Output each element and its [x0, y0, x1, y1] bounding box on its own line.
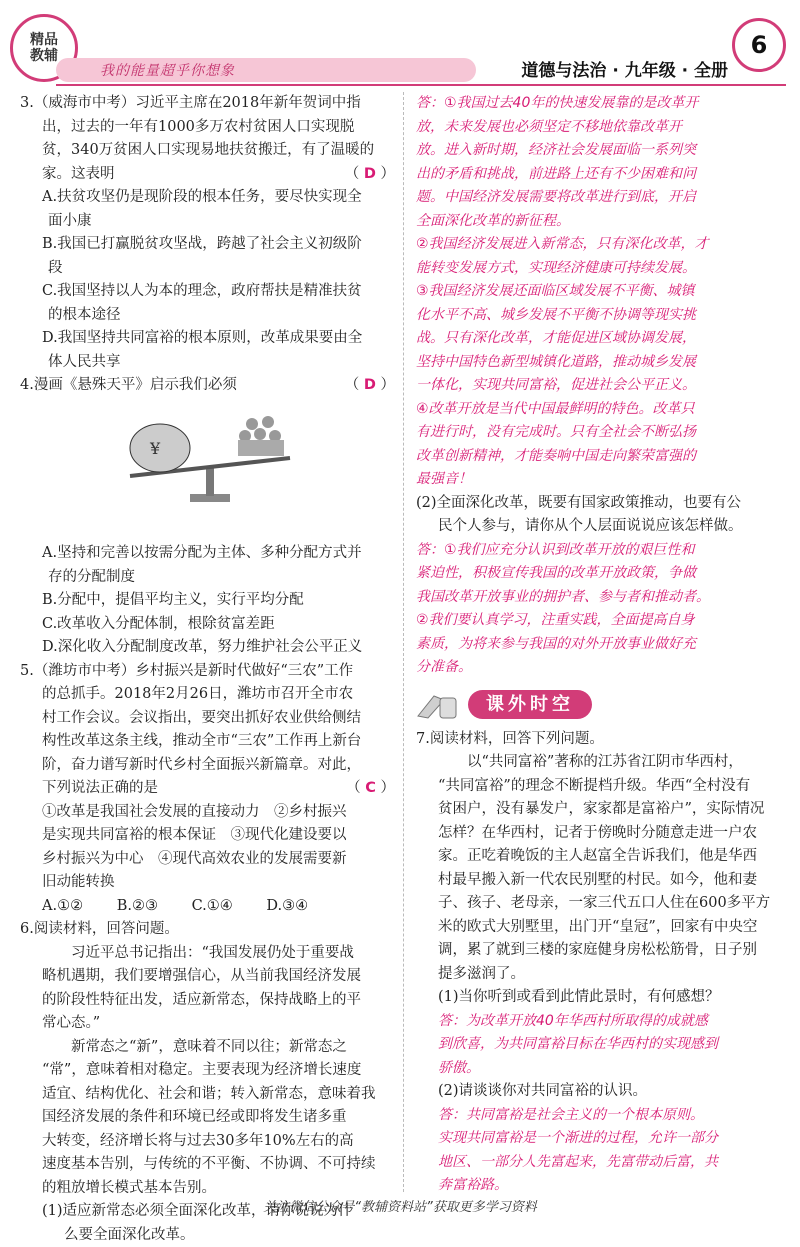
q6-para2: 的粗放增长模式基本告别。 — [20, 1177, 395, 1201]
answer-line: 出的矛盾和挑战，前进路上还有不少困难和问 — [416, 163, 784, 187]
q3-option-a: A.扶贫攻坚仍是现阶段的根本任务，要尽快实现全 — [20, 186, 395, 210]
q7-answer-2 — [416, 1104, 784, 1198]
answer-line: 有进行时，没有完成时。只有全社会不断弘扬 — [416, 421, 784, 445]
page-header — [0, 0, 800, 86]
slogan: 我的能量超乎你想象 — [100, 60, 235, 80]
q6-para2: 国经济发展的条件和环境已经或即将发生诸多重 — [20, 1106, 395, 1130]
answer-line: 紧迫性，积极宣传我国的改革开放政策，争做 — [416, 562, 784, 586]
answer-line: ③我国经济发展还面临区域发展不平衡、城镇 — [416, 280, 784, 304]
q5-choice-d: D.③④ — [266, 898, 308, 914]
answer-line: 一体化，实现共同富裕，促进社会公平正义。 — [416, 374, 784, 398]
logo-line-1: 精品 — [30, 32, 58, 48]
answer-line: ②我们要认真学习，注重实践，全面提高自身 — [416, 609, 784, 633]
q3-line: 3.（威海市中考）习近平主席在2018年新年贺词中指 — [20, 92, 395, 116]
q5-stem-end: 下列说法正确的是 — [42, 780, 158, 796]
answer-line: 实现共同富裕是一个渐进的过程，允许一部分 — [438, 1127, 784, 1151]
q6-sub1-cont: 么要全面深化改革。 — [20, 1224, 395, 1247]
q5-choices — [20, 895, 395, 919]
q6-para1: 略机遇期，我们要增强信心，从当前我国经济发展 — [20, 965, 395, 989]
q6-sub2-cont: 民个人参与，请你从个人层面说说应该怎样做。 — [416, 515, 784, 539]
q3-line: 贫，340万贫困人口实现易地扶贫搬迁，有了温暖的 — [20, 139, 395, 163]
q3-option-c: C.我国坚持以人为本的理念，政府帮扶是精准扶贫 — [20, 280, 395, 304]
answer-line: 我国改革开放事业的拥护者、参与者和推动者。 — [416, 586, 784, 610]
q3-line: 出，过去的一年有1000多万农村贫困人口实现脱 — [20, 116, 395, 140]
q3-option-b: B.我国已打赢脱贫攻坚战，跨越了社会主义初级阶 — [20, 233, 395, 257]
q5-choice-c: C.①④ — [192, 898, 233, 914]
page-number: 6 — [732, 18, 786, 72]
q6-para1: 常心态。” — [20, 1012, 395, 1036]
q3-line-last: 家。这表明 （ D ） — [20, 163, 395, 187]
answer-line: 放，未来发展也必须坚定不移地依靠改革开 — [416, 116, 784, 140]
answer-line: 战。只有深化改革，才能促进区域协调发展， — [416, 327, 784, 351]
q7-para: 贫困户，没有暴发户，家家都是富裕户”，实际情况 — [416, 798, 784, 822]
answer-line: 地区、一部分人先富起来，先富带动后富，共 — [438, 1151, 784, 1175]
q3-answer: D — [364, 166, 376, 182]
q7-para: 家。正吃着晚饭的主人赵富全告诉我们，他是华西 — [416, 845, 784, 869]
q3-option-d: D.我国坚持共同富裕的根本原则，改革成果要由全 — [20, 327, 395, 351]
book-title: 道德与法治 · 九年级 · 全册 — [521, 56, 728, 81]
answer-line: 坚持中国特色新型城镇化道路，推动城乡发展 — [416, 351, 784, 375]
q5-line: 阶，奋力谱写新时代乡村全面振兴新篇章。对此， — [20, 754, 395, 778]
q7-para: 米的欧式大别墅里，出门开“皇冠”，回家有中央空 — [416, 916, 784, 940]
q6-stem: 6.阅读材料，回答问题。 — [20, 918, 395, 942]
section-header — [416, 690, 784, 720]
answer-line: 答：为改革开放40年华西村所取得的成就感 — [438, 1010, 784, 1034]
answer-line: 骄傲。 — [438, 1057, 784, 1081]
q5-line: 5.（潍坊市中考）乡村振兴是新时代做好“三农”工作 — [20, 660, 395, 684]
q4-option-c: C.改革收入分配体制，根除贫富差距 — [20, 613, 395, 637]
q3-option-c-cont: 的根本途径 — [20, 304, 395, 328]
q6-para2: 速度基本告别，与传统的不平衡、不协调、不可持续 — [20, 1153, 395, 1177]
q6-para2: 新常态之“新”，意味着不同以往；新常态之 — [20, 1036, 395, 1060]
q7-para: “共同富裕”的理念不断提档升级。华西“全村没有 — [416, 775, 784, 799]
answer-line: 化水平不高、城乡发展不平衡不协调等现实挑 — [416, 304, 784, 328]
q3-option-a-cont: 面小康 — [20, 210, 395, 234]
scale-cartoon-image — [120, 406, 300, 526]
q3-option-b-cont: 段 — [20, 257, 395, 281]
logo-line-2: 教辅 — [30, 48, 58, 64]
answer-line: 答：①我们应充分认识到改革开放的艰巨性和 — [416, 539, 784, 563]
q6-answer-1 — [416, 92, 784, 492]
answer-line: 改革创新精神，才能奏响中国走向繁荣富强的 — [416, 445, 784, 469]
q5-statement: 是实现共同富裕的根本保证 ③现代化建设要以 — [20, 824, 395, 848]
q5-statement: 乡村振兴为中心 ④现代高效农业的发展需要新 — [20, 848, 395, 872]
section-title: 课外时空 — [468, 690, 592, 720]
question-3 — [20, 92, 395, 374]
q6-para1: 的阶段性特征出发，适应新常态，保持战略上的平 — [20, 989, 395, 1013]
q4-answer: D — [364, 377, 376, 393]
q6-sub1: (1)适应新常态必须全面深化改革，请你说说为什 — [20, 1200, 395, 1224]
q4-option-a-cont: 存的分配制度 — [20, 566, 395, 590]
column-divider — [403, 92, 404, 1192]
answer-line: 答：共同富裕是社会主义的一个根本原则。 — [438, 1104, 784, 1128]
book-icon — [416, 690, 460, 720]
q4-option-b: B.分配中，提倡平均主义，实行平均分配 — [20, 589, 395, 613]
q4-option-d: D.深化收入分配制度改革，努力维护社会公平正义 — [20, 636, 395, 660]
q4-stem: 4.漫画《悬殊天平》启示我们必须 — [20, 377, 237, 393]
q3-option-d-cont: 体人民共享 — [20, 351, 395, 375]
q7-answer-1 — [416, 1010, 784, 1081]
q7-para: 子、孩子、老母亲，一家三代五口人住在600多平方 — [416, 892, 784, 916]
q5-line-last: 下列说法正确的是 （ C ） — [20, 777, 395, 801]
left-column — [20, 92, 395, 1247]
question-5 — [20, 660, 395, 919]
q7-sub2: (2)请谈谈你对共同富裕的认识。 — [416, 1080, 784, 1104]
q5-choice-a: A.①② — [42, 898, 83, 914]
q5-line: 村工作会议。会议指出，要突出抓好农业供给侧结 — [20, 707, 395, 731]
q7-para: 提多滋润了。 — [416, 963, 784, 987]
question-4 — [20, 374, 395, 660]
answer-line: ②我国经济发展进入新常态，只有深化改革，才 — [416, 233, 784, 257]
q7-stem: 7.阅读材料，回答下列问题。 — [416, 728, 784, 752]
answer-line: 到欣喜，为共同富裕目标在华西村的实现感到 — [438, 1033, 784, 1057]
q6-sub2: (2)全面深化改革，既要有国家政策推动，也要有公 — [416, 492, 784, 516]
q6-para1: 习近平总书记指出：“我国发展仍处于重要战 — [20, 942, 395, 966]
question-7 — [416, 728, 784, 1198]
q6-answer-2 — [416, 539, 784, 680]
svg-text:¥: ¥ — [149, 439, 161, 458]
right-column — [416, 92, 784, 1198]
q5-statement: 旧动能转换 — [20, 871, 395, 895]
answer-line: 素质，为将来参与我国的对外开放事业做好充 — [416, 633, 784, 657]
q7-para: 调，累了就到三楼的家庭健身房松松筋骨，日子别 — [416, 939, 784, 963]
answer-line: 放。进入新时期，经济社会发展面临一系列突 — [416, 139, 784, 163]
q5-line: 的总抓手。2018年2月26日，潍坊市召开全市农 — [20, 683, 395, 707]
q6-para2: 适宜、结构优化、社会和谐；转入新常态，意味着我 — [20, 1083, 395, 1107]
q4-option-a: A.坚持和完善以按需分配为主体、多种分配方式并 — [20, 542, 395, 566]
header-rule — [56, 84, 786, 86]
page-footer: 关注微信公众号“教辅资料站”获取更多学习资料 — [0, 1196, 800, 1215]
q5-answer: C — [365, 780, 376, 796]
q7-para: 以“共同富裕”著称的江苏省江阴市华西村， — [416, 751, 784, 775]
answer-line: 奔富裕路。 — [438, 1174, 784, 1198]
answer-line: 最强音！ — [416, 468, 784, 492]
q5-choice-b: B.②③ — [117, 898, 158, 914]
answer-line: 能转变发展方式，实现经济健康可持续发展。 — [416, 257, 784, 281]
answer-line: 分准备。 — [416, 656, 784, 680]
q7-para: 怎样？在华西村，记者于傍晚时分随意走进一户农 — [416, 822, 784, 846]
q5-line: 构性改革这条主线，推动全市“三农”工作再上新台 — [20, 730, 395, 754]
q5-statement: ①改革是我国社会发展的直接动力 ②乡村振兴 — [20, 801, 395, 825]
q6-para2: “常”，意味着相对稳定。主要表现为经济增长速度 — [20, 1059, 395, 1083]
answer-line: 题。中国经济发展需要将改革进行到底，开启 — [416, 186, 784, 210]
q3-stem-end: 家。这表明 — [42, 166, 115, 182]
q7-sub1: (1)当你听到或看到此情此景时，有何感想？ — [416, 986, 784, 1010]
answer-line: 全面深化改革的新征程。 — [416, 210, 784, 234]
q6-para2: 大转变，经济增长将与过去30多年10%左右的高 — [20, 1130, 395, 1154]
q4-stem-line: 4.漫画《悬殊天平》启示我们必须 （ D ） — [20, 374, 395, 398]
q7-para: 村最早搬入新一代农民别墅的村民。如今，他和妻 — [416, 869, 784, 893]
answer-line: 答：①我国过去40年的快速发展靠的是改革开 — [416, 92, 784, 116]
answer-line: ④改革开放是当代中国最鲜明的特色。改革只 — [416, 398, 784, 422]
